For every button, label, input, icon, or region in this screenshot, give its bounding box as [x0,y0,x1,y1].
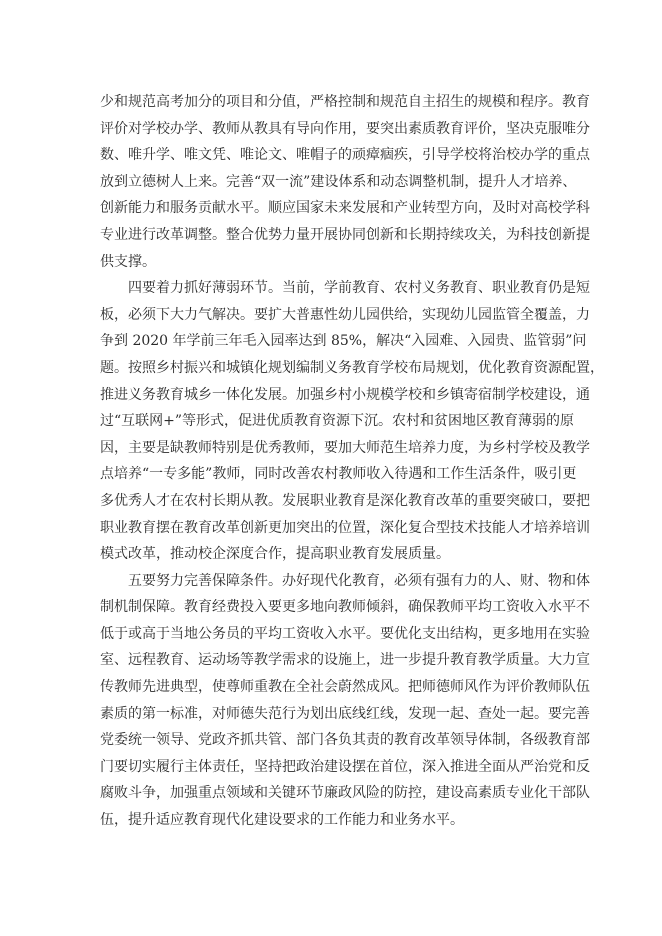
paragraph [100,89,590,275]
document-page [100,89,604,834]
text-line: 板，必须下大力气解决。要扩大普惠性幼儿园供给，实现幼儿园监管全覆盖，力 [100,306,590,323]
text-line: 制机制保障。教育经费投入要更多地向教师倾斜，确保教师平均工资收入水平不 [100,599,590,616]
text-line: 伍，提升适应教育现代化建设要求的工作能力和业务水平。 [100,812,464,829]
text-line: 题。按照乡村振兴和城镇化规划编制义务教育学校布局规划，优化教育资源配置， [100,359,604,376]
text-line: 腐败斗争，加强重点领域和关键环节廉政风险的防控，建设高素质专业化干部队 [100,785,590,802]
paragraph [100,275,604,568]
text-line: 多优秀人才在农村长期从教。发展职业教育是深化教育改革的重要突破口，要把 [100,492,590,509]
text-line: 推进义务教育城乡一体化发展。加强乡村小规模学校和乡镇寄宿制学校建设，通 [100,386,590,403]
text-line: 过“互联网+”等形式，促进优质教育资源下沉。农村和贫困地区教育薄弱的原 [100,413,575,430]
text-line: 创新能力和服务贡献水平。顺应国家未来发展和产业转型方向，及时对高校学科 [100,200,590,217]
text-line: 模式改革，推动校企深度合作，提高职业教育发展质量。 [100,546,450,563]
text-line: 供支撑。 [100,253,156,270]
text-line: 传教师先进典型，使尊师重教在全社会蔚然成风。把师德师风作为评价教师队伍 [100,679,590,696]
text-line: 室、远程教育、运动场等教学需求的设施上，进一步提升教育教学质量。大力宣 [100,652,590,669]
text-line: 评价对学校办学、教师从教具有导向作用，要突出素质教育评价，坚决克服唯分 [100,120,590,137]
text-line: 点培养“一专多能”教师，同时改善农村教师收入待遇和工作生活条件，吸引更 [100,466,577,483]
text-line: 低于或高于当地公务员的平均工资收入水平。要优化支出结构，更多地用在实验 [100,625,590,642]
text-line: 因，主要是缺教师特别是优秀教师，要加大师范生培养力度，为乡村学校及教学 [100,439,590,456]
paragraph [100,568,590,834]
text-line: 数、唯升学、唯文凭、唯论文、唯帽子的顽瘴痼疾，引导学校将治校办学的重点 [100,147,590,164]
text-line: 专业进行改革调整。整合优势力量开展协同创新和长期持续攻关，为科技创新提 [100,226,590,243]
text-line: 四要着力抓好薄弱环节。当前，学前教育、农村义务教育、职业教育仍是短 [128,280,590,297]
text-line: 争到 2020 年学前三年毛入园率达到 85%，解决“入园难、入园贵、监管弱”问 [100,333,587,350]
text-line: 放到立德树人上来。完善“双一流”建设体系和动态调整机制，提升人才培养、 [100,173,577,190]
text-line: 素质的第一标准，对师德失范行为划出底线红线，发现一起、查处一起。要完善 [100,705,590,722]
text-line: 职业教育摆在教育改革创新更加突出的位置，深化复合型技术技能人才培养培训 [100,519,590,536]
text-line: 门要切实履行主体责任，坚持把政治建设摆在首位，深入推进全面从严治党和反 [100,758,590,775]
text-line: 五要努力完善保障条件。办好现代化教育，必须有强有力的人、财、物和体 [128,572,590,589]
text-line: 少和规范高考加分的项目和分值，严格控制和规范自主招生的规模和程序。教育 [100,94,590,110]
text-line: 党委统一领导、党政齐抓共管、部门各负其责的教育改革领导体制，各级教育部 [100,732,590,749]
